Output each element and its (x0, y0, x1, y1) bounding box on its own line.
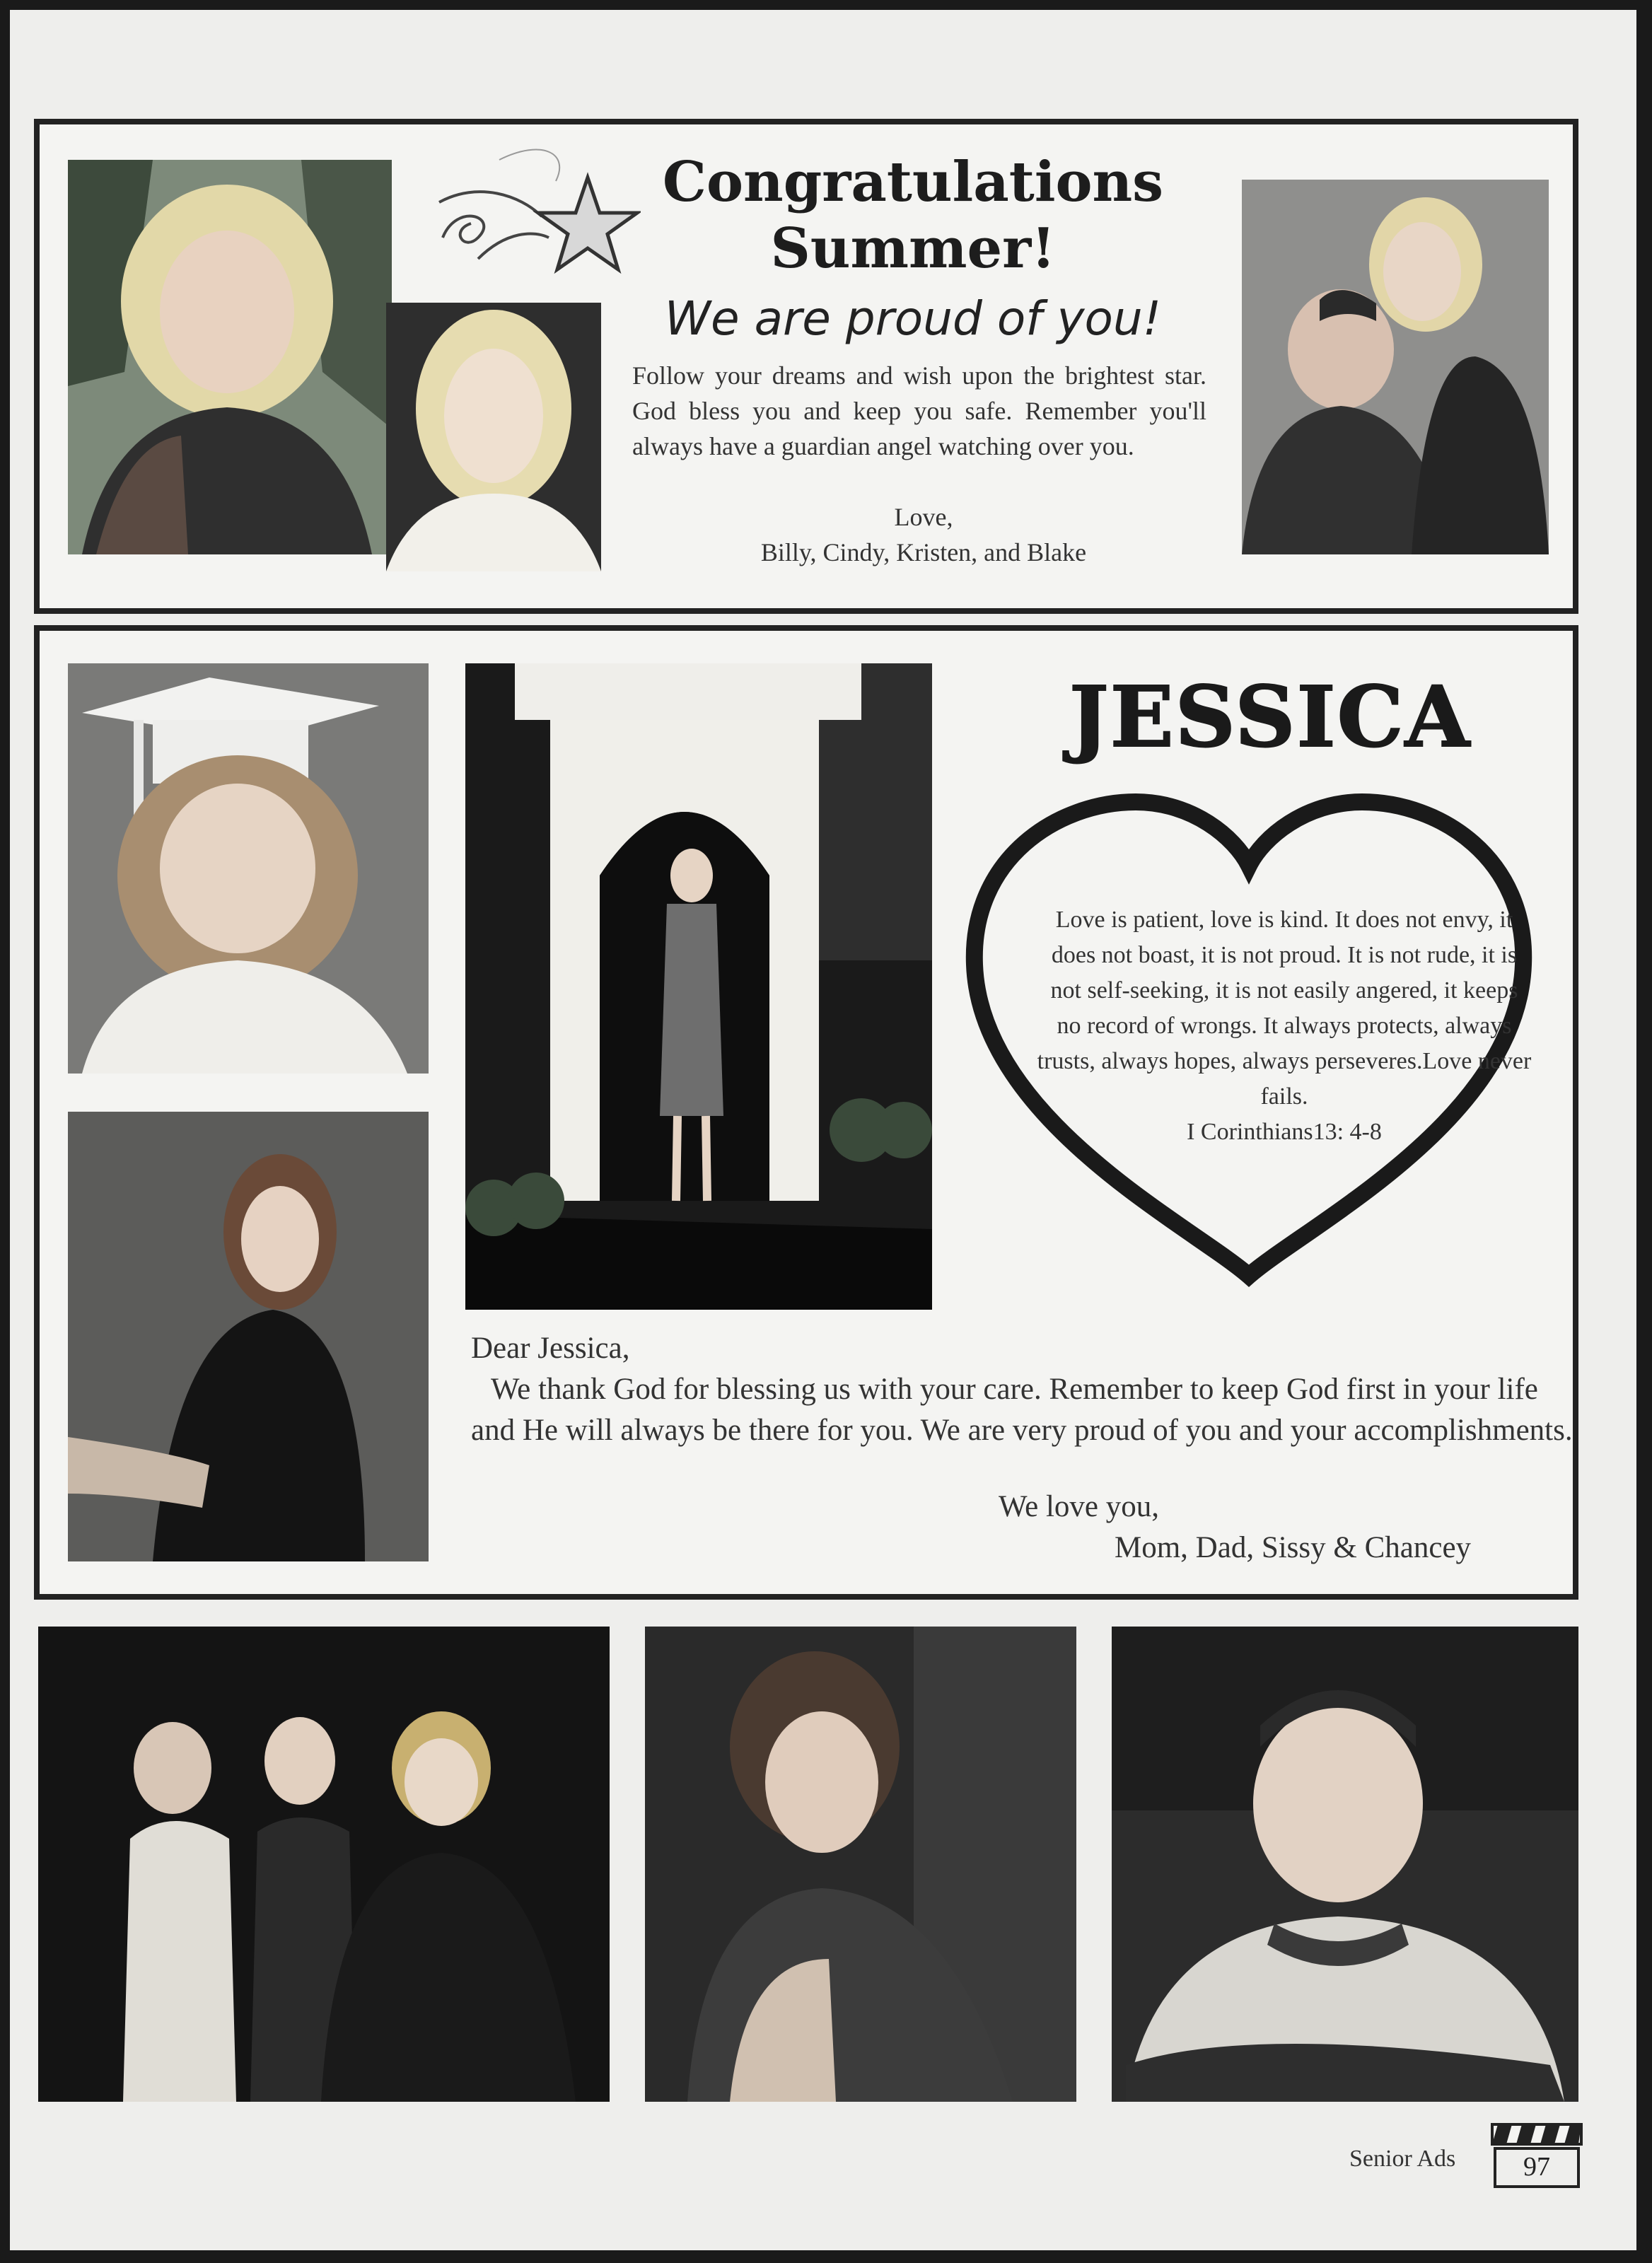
letter-signature: Mom, Dad, Sissy & Chancey (1115, 1531, 1472, 1564)
clapperboard-icon (1491, 2122, 1583, 2147)
jessica-graduation-photo (68, 663, 429, 1074)
candid-girl-photo (645, 1627, 1076, 2102)
summer-senior-photo (386, 303, 601, 571)
jessica-ad-panel (34, 625, 1578, 1600)
verse-reference: I Corinthians13: 4-8 (1187, 1119, 1382, 1145)
jessica-name-heading: JESSICA (1069, 668, 1472, 766)
candid-group-photo (38, 1627, 610, 2102)
summer-subtitle: We are proud of you! (664, 291, 1162, 346)
summer-message: Follow your dreams and wish upon the brightest star. God bless you and keep you safe. Remember you'll always have a guardian angel watching over you. (632, 361, 1206, 460)
summer-title-line2: Summer! (770, 216, 1056, 281)
summer-closing: Love, (894, 503, 953, 531)
letter-greeting: Dear Jessica, (471, 1332, 630, 1365)
letter-closing: We love you, (999, 1490, 1160, 1523)
page-number: 97 (1494, 2147, 1580, 2188)
candid-boy-photo (1112, 1627, 1578, 2102)
shooting-star-icon (436, 139, 641, 280)
footer-section-label: Senior Ads (1349, 2146, 1456, 2172)
jessica-arch-photo (465, 663, 932, 1310)
yearbook-page (10, 10, 1636, 2250)
summer-signature: Billy, Cindy, Kristen, and Blake (760, 538, 1087, 566)
summer-title-line1: Congratulations (662, 150, 1164, 214)
summer-childhood-photo (68, 160, 392, 554)
jessica-portrait-photo (68, 1112, 429, 1561)
letter-body: We thank God for blessing us with your care. Remember to keep God first in your life and He will always be there for you. We are very proud of you and your accomplishments. (471, 1373, 1573, 1447)
love-verse: Love is patient, love is kind. It does not envy, it does not boast, it is not proud. It is not rude, it is not self-seeking, it is not easily angered, it keeps no record of wrongs. It always protects, always trusts, always hopes, always perseveres.Love never fails. (1037, 907, 1532, 1110)
summer-couple-photo (1242, 180, 1549, 554)
summer-ad-panel (34, 119, 1578, 614)
